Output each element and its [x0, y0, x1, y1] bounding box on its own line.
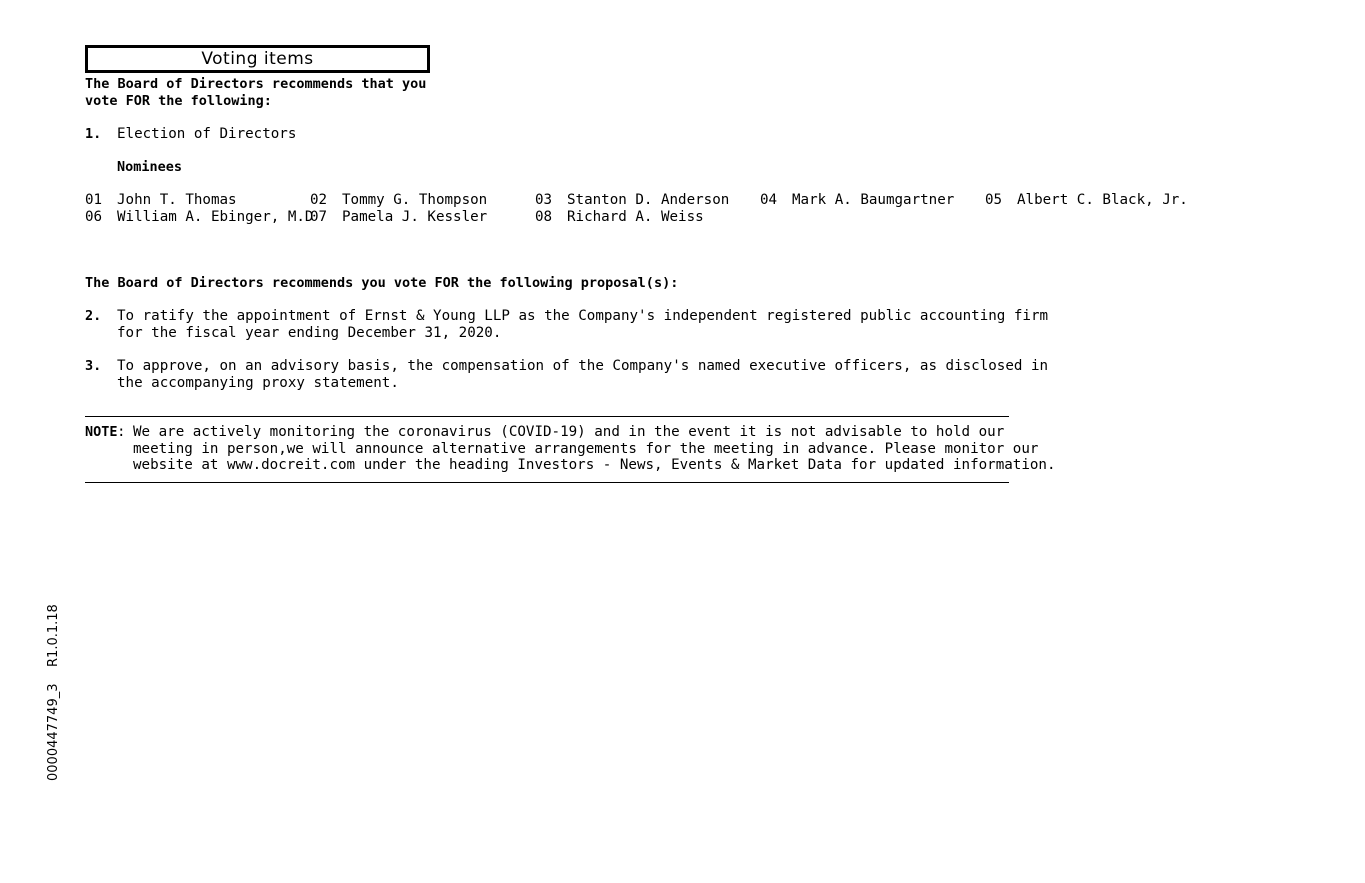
- proposal-3-text-line-1: To approve, on an advisory basis, the compensation of the Company's named executive officers, as disclosed in: [117, 358, 1049, 374]
- note-label: NOTE: [85, 424, 118, 440]
- note-top-divider: [85, 416, 1009, 417]
- nominee-name: William A. Ebinger, M.D: [117, 209, 314, 225]
- note-text-line-3: website at www.docreit.com under the heading Investors - News, Events & Market Data for updated information.: [133, 457, 1056, 473]
- nominee-name: John T. Thomas: [117, 192, 237, 208]
- nominee-number: 02: [310, 192, 328, 208]
- nominee-name: Tommy G. Thompson: [342, 192, 488, 208]
- nominee-name: Pamela J. Kessler: [342, 209, 488, 225]
- note-colon: :: [117, 424, 126, 440]
- nominee-number: 06: [85, 209, 103, 225]
- proposal-2-number: 2.: [85, 308, 102, 324]
- note-bottom-divider: [85, 482, 1009, 483]
- item-1-label: Election of Directors: [117, 126, 297, 142]
- document-control-code: 0000447749_3 R1.0.1.18: [46, 604, 61, 781]
- proposals-heading: The Board of Directors recommends you vote FOR the following proposal(s):: [85, 275, 679, 291]
- board-recommendation-line-1: The Board of Directors recommends that you: [85, 76, 427, 92]
- board-recommendation-line-2: vote FOR the following:: [85, 93, 272, 109]
- note-text-line-2: meeting in person,we will announce alternative arrangements for the meeting in advance. Please monitor our: [133, 441, 1039, 457]
- nominee-number: 03: [535, 192, 553, 208]
- nominee-number: 07: [310, 209, 328, 225]
- nominee-number: 08: [535, 209, 553, 225]
- note-text-line-1: We are actively monitoring the coronavirus (COVID-19) and in the event it is not advisable to hold our: [133, 424, 1005, 440]
- proposal-3-text-line-2: the accompanying proxy statement.: [117, 375, 399, 391]
- nominee-number: 01: [85, 192, 103, 208]
- proposal-3-number: 3.: [85, 358, 102, 374]
- nominee-name: Stanton D. Anderson: [567, 192, 730, 208]
- nominee-name: Mark A. Baumgartner: [792, 192, 955, 208]
- nominee-number: 05: [985, 192, 1003, 208]
- nominee-name: Albert C. Black, Jr.: [1017, 192, 1188, 208]
- nominee-name: Richard A. Weiss: [567, 209, 704, 225]
- voting-items-title: Voting items: [85, 45, 430, 73]
- nominees-heading: Nominees: [117, 159, 183, 175]
- proposal-2-text-line-1: To ratify the appointment of Ernst & Young LLP as the Company's independent registered public accounting firm: [117, 308, 1049, 324]
- item-1-number: 1.: [85, 126, 102, 142]
- nominee-number: 04: [760, 192, 778, 208]
- proposal-2-text-line-2: for the fiscal year ending December 31, 2020.: [117, 325, 502, 341]
